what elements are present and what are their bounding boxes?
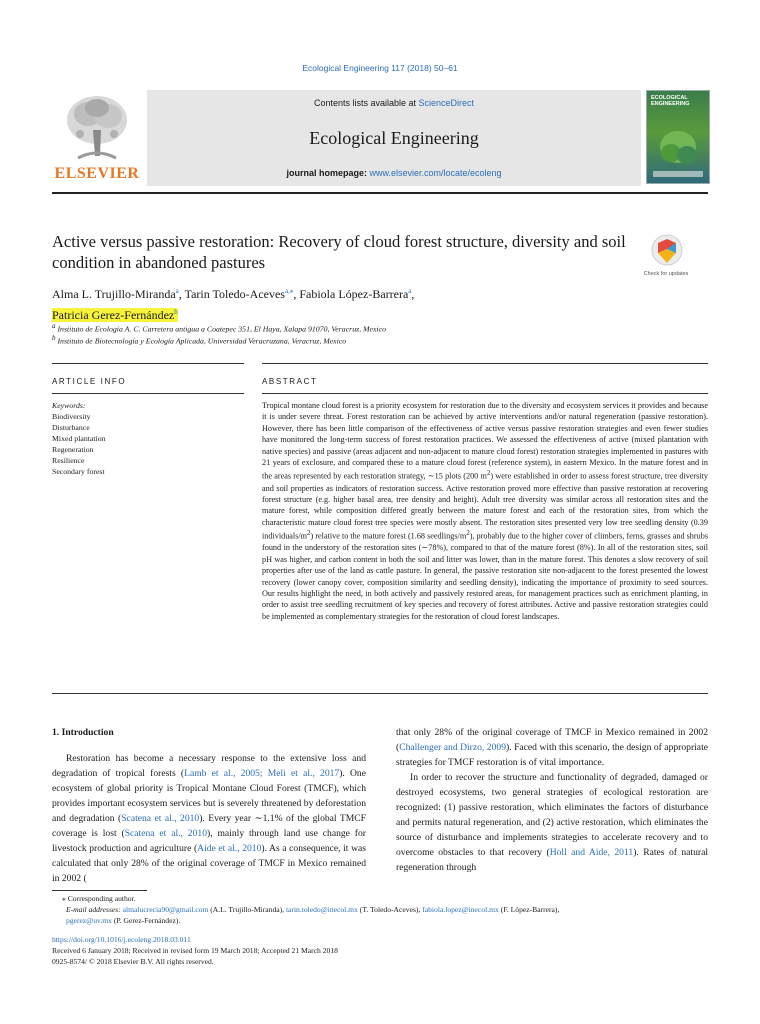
keyword: Biodiversity bbox=[52, 412, 91, 421]
email-link[interactable]: fabiola.lopez@inecol.mx bbox=[422, 905, 499, 914]
cover-illustration-icon bbox=[647, 91, 709, 183]
author-name[interactable]: Alma L. Trujillo-Miranda bbox=[52, 287, 176, 301]
keywords-block bbox=[52, 400, 242, 477]
abstract-segment: ) relative to the mature forest (1.68 seedlings/m bbox=[310, 531, 467, 541]
citation-link[interactable]: Holl and Aide, 2011 bbox=[549, 847, 634, 858]
citation-link[interactable]: Scatena et al., 2010 bbox=[124, 828, 207, 839]
contents-prefix: Contents lists available at bbox=[313, 98, 419, 108]
crossmark-label[interactable]: Check for updates bbox=[643, 271, 689, 277]
journal-name: Ecological Engineering bbox=[309, 128, 479, 148]
intro-column-left bbox=[52, 725, 366, 886]
banner-center-panel bbox=[147, 90, 641, 186]
elsevier-tree-icon bbox=[60, 90, 134, 164]
homepage-prefix: journal homepage: bbox=[286, 168, 370, 178]
article-info-heading: ARTICLE INFO bbox=[52, 377, 127, 386]
abstract-segment: ), probably due to the higher cover of climbers, ferns, grasses and shrubs found in the understory of the restoration sites (∼78%), compared to that of the mature forest (8%). In all of the restoration sites, soil pH was higher, and carbon content in both the soil and litter was lower, than in the mature forest. This denotes a slow recovery of soil properties after use of the land as cattle pasture. In general, the passive restoration site non-adjacent to the forest presented the lowest recovery (lower canopy cover, composition similarity and seedling density), indicating the importance of proximity to seed sources. Our results highlight the need, in both actively and passively restored areas, for management practices such as enrichment planting, in order to assist tree seedling recruitment of key species and recovery of forest attributes. Active and passive restoration strategies could be implemented as complementary strategies for the restoration of cloud forest landscapes. bbox=[262, 531, 709, 621]
email-owner: (A.L. Trujillo-Miranda), bbox=[208, 905, 286, 914]
cover-title: ECOLOGICAL ENGINEERING bbox=[651, 95, 690, 108]
email-link[interactable]: pgerez@uv.mx bbox=[66, 916, 112, 925]
keyword: Regeneration bbox=[52, 445, 94, 454]
abstract-segment: Tropical montane cloud forest is a priority ecosystem for restoration due to the diversity and ecosystem services it provides and because it is under severe threat. Forest restoration can be achieved by active interventions and/or natural regeneration (passive restoration). However, there has been little comparison of the effectiveness of active versus passive restoration strategies and even fewer studies have monitored the long-term success of forest restoration practices. We assessed the effectiveness of active (mixed plantation with native species) and passive (areas adjacent and non-adjacent to mature cloud forest) restoration strategies implemented in pastures with 21 years of exclosure, and compared these to a mature cloud forest (reference system), in eastern Mexico. In the mature forest and in the areas represented by each restoration strategy, ∼15 plots (200 m bbox=[262, 401, 708, 482]
doi-link[interactable]: https://doi.org/10.1016/j.ecoleng.2018.03.011 bbox=[52, 935, 191, 944]
text: ). As a consequence, it was calculated that only 28% of the original coverage of TMCF in Mexico remained in 2002 ( bbox=[52, 843, 366, 884]
abstract-rule-bottom bbox=[262, 393, 708, 394]
abstract-rule-top bbox=[262, 363, 708, 364]
intro-paragraph-2 bbox=[396, 770, 708, 875]
header-divider bbox=[52, 192, 708, 194]
received-dates: Received 6 January 2018; Received in revised form 19 March 2018; Accepted 21 March 2018 bbox=[52, 946, 338, 955]
homepage-link[interactable]: www.elsevier.com/locate/ecoleng bbox=[369, 168, 502, 178]
journal-banner bbox=[52, 90, 708, 186]
footnotes bbox=[52, 893, 708, 926]
author-separator: , bbox=[411, 287, 415, 301]
author-name[interactable]: Fabiola López-Barrera bbox=[299, 287, 409, 301]
crossmark-icon[interactable] bbox=[648, 233, 686, 271]
highlighted-author bbox=[52, 308, 178, 322]
abstract-rule-end bbox=[52, 693, 708, 694]
article-title: Active versus passive restoration: Recovery of cloud forest structure, diversity and soil condition in abandoned pastures bbox=[52, 232, 626, 272]
homepage-line bbox=[147, 168, 641, 178]
contents-line bbox=[147, 98, 641, 108]
article-info-rule-bottom bbox=[52, 393, 244, 394]
journal-reference-link[interactable]: Ecological Engineering 117 (2018) 50–61 bbox=[302, 63, 458, 73]
intro-paragraph-1 bbox=[52, 751, 366, 886]
abstract-heading: ABSTRACT bbox=[262, 377, 318, 386]
sciencedirect-link[interactable]: ScienceDirect bbox=[418, 98, 475, 108]
author-affil-mark[interactable]: b bbox=[174, 308, 178, 316]
citation-link[interactable]: Lamb et al., 2005; Meli et al., 2017 bbox=[184, 768, 340, 779]
section-heading: 1. Introduction bbox=[52, 727, 114, 738]
text: In order to recover the structure and functionality of degraded, damaged or destroyed ecosystems, two general strategies of ecological restoration are recognized: (1) passive restoration, which eliminates the factors of disturbance and permits natural regeneration, and (2) active restoration, which eliminates the source of disturbance and implements strategies to accelerate recovery and to overcome obstacles to that recovery ( bbox=[396, 772, 708, 858]
author-list bbox=[52, 282, 652, 324]
text: ). Every year ∼1.1% of the global TMCF coverage is lost ( bbox=[52, 813, 366, 839]
email-line bbox=[52, 904, 708, 926]
text: ). Rates of natural regeneration through bbox=[396, 847, 708, 873]
author-affil-mark[interactable]: a bbox=[408, 287, 412, 295]
journal-cover-image[interactable] bbox=[646, 90, 710, 184]
author-name[interactable]: Tarin Toledo-Aceves bbox=[184, 287, 285, 301]
abstract-sup: 2 bbox=[466, 529, 470, 538]
author-affil-mark[interactable]: a,⁎ bbox=[284, 287, 294, 295]
abstract-sup: 2 bbox=[307, 529, 311, 538]
intro-column-right bbox=[396, 725, 708, 875]
citation-link[interactable]: Challenger and Dirzo, 2009 bbox=[399, 742, 506, 753]
text: ). Faced with this scenario, the design of appropriate strategies for TMCF restoration is of vital importance. bbox=[396, 742, 708, 768]
keywords-label: Keywords: bbox=[52, 401, 86, 410]
citation-link[interactable]: Aide et al., 2010 bbox=[197, 843, 262, 854]
email-owner: (P. Gerez-Fernández). bbox=[111, 916, 181, 925]
text: ), mainly through land use change for livestock production and agriculture ( bbox=[52, 828, 366, 854]
affiliation-a bbox=[52, 322, 386, 334]
email-owner: (F. López-Barrera), bbox=[498, 905, 560, 914]
author-separator: , bbox=[178, 287, 185, 301]
author-affil-mark[interactable]: a bbox=[175, 287, 179, 295]
abstract-text bbox=[262, 400, 708, 622]
author-name[interactable]: Patricia Gerez-Fernández bbox=[52, 308, 175, 322]
author-separator: , bbox=[293, 287, 300, 301]
email-link[interactable]: tarin.toledo@inecol.mx bbox=[285, 905, 358, 914]
affiliation-text: Instituto de Biotecnología y Ecología Aplicada, Universidad Veracruzana, Veracruz, Mexico bbox=[57, 336, 347, 346]
intro-paragraph-1-cont: that only 28% of the original coverage of TMCF in Mexico remained in 2002 (Challenger and Dirzo, 2009). Faced with this scenario, the design of appropriate strategies for TMCF restoration is of vital importance. bbox=[396, 727, 708, 768]
abstract-segment: ) were established in order to assess forest structure, tree diversity and soil properties as indicators of restoration success. Active restoration proved more effective than passive restoration at recovering forest structure (e.g. higher basal area, tree density and height). Adult tree diversity was similar across all restoration sites and the mature forest, while composition differed greatly between the mature forest and each of the restoration sites, from which the characteristic mature cloud forest tree species were mostly absent. The restoration sites presented very low tree seedling density (0.39 individuals/m bbox=[262, 472, 709, 541]
keyword: Mixed plantation bbox=[52, 434, 106, 443]
affiliation-mark: a bbox=[52, 322, 56, 330]
keyword: Secondary forest bbox=[52, 467, 105, 476]
corresponding-note: ⁎ Corresponding author. bbox=[62, 894, 136, 903]
keyword: Resilience bbox=[52, 456, 85, 465]
text: Restoration has become a necessary response to the extensive loss and degradation of tropical forests ( bbox=[52, 753, 366, 779]
email-owner: (T. Toledo-Aceves), bbox=[357, 905, 423, 914]
affiliation-mark: b bbox=[52, 334, 56, 342]
elsevier-wordmark: ELSEVIER bbox=[54, 165, 140, 182]
abstract-sup: 2 bbox=[486, 469, 491, 478]
email-label: E-mail addresses: bbox=[66, 905, 121, 914]
article-info-rule-top bbox=[52, 363, 244, 364]
affiliation-text: Instituto de Ecología A. C. Carretera antigua a Coatepec 351, El Haya, Xalapa 91070, Veracruz, Mexico bbox=[57, 324, 386, 334]
email-link[interactable]: almalucrecia90@gmail.com bbox=[122, 905, 209, 914]
footnote-rule bbox=[52, 890, 147, 891]
copyright-line: 0925-8574/ © 2018 Elsevier B.V. All rights reserved. bbox=[52, 957, 214, 966]
text: ). One ecosystem of global priority is Tropical Montane Cloud Forest (TMCF), which provides important ecosystem services but is severely threatened by deforestation and degradation ( bbox=[52, 768, 366, 824]
affiliation-b bbox=[52, 334, 346, 346]
citation-link[interactable]: Scatena et al., 2010 bbox=[121, 813, 200, 824]
elsevier-logo[interactable] bbox=[52, 90, 142, 186]
keyword: Disturbance bbox=[52, 423, 90, 432]
